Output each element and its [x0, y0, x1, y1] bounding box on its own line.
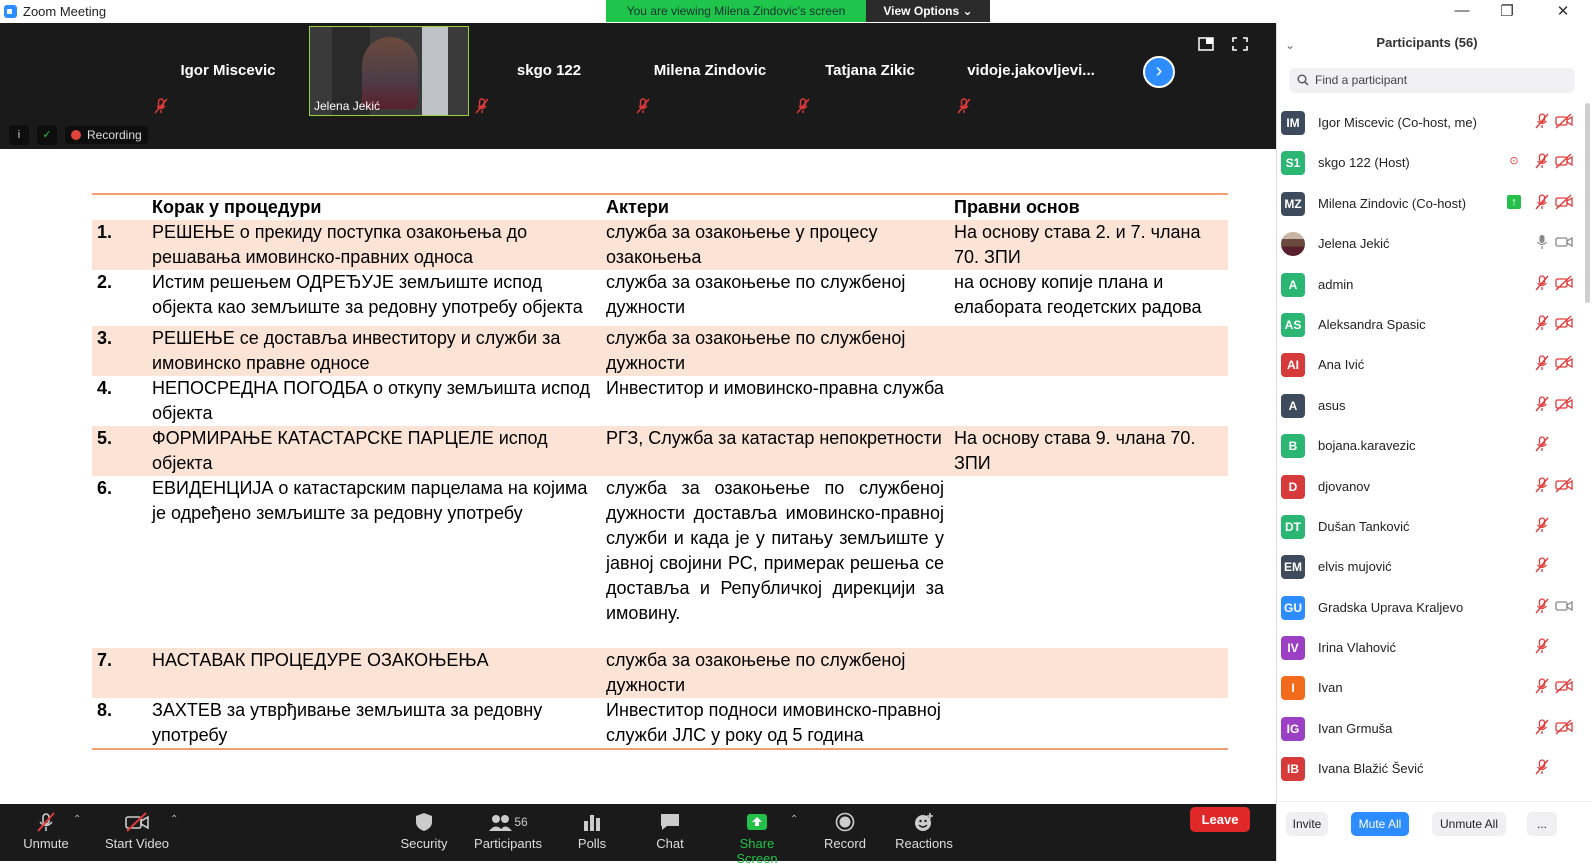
actors-cell: Инвеститор подноси имовинско-правној служби ЈЛС у року од 5 година	[606, 700, 941, 745]
row-number: 1.	[97, 222, 113, 242]
polls-label: Polls	[577, 836, 607, 851]
participant-row[interactable]	[1277, 628, 1577, 668]
participant-name: djovanov	[1318, 478, 1371, 494]
share-options-caret-icon[interactable]: ⌃	[790, 814, 799, 825]
meeting-toolbar	[0, 804, 1276, 866]
table-header: Корак у процедури	[152, 197, 322, 217]
actors-cell: служба за озакоњење по службеној дужности	[606, 650, 906, 695]
unmute-label: Unmute	[23, 836, 69, 851]
participant-list	[1277, 103, 1577, 790]
table-row	[92, 426, 1228, 476]
camera-off-icon[interactable]	[1555, 355, 1573, 374]
row-number: 6.	[97, 478, 113, 498]
mic-off-icon[interactable]	[1535, 678, 1549, 697]
record-icon	[835, 812, 855, 832]
view-options-label: View Options	[883, 4, 960, 18]
invite-button[interactable]: Invite	[1286, 812, 1328, 836]
participant-row[interactable]	[1277, 386, 1577, 426]
mic-off-icon[interactable]	[1535, 396, 1549, 415]
participant-name: Jelena Jekić	[314, 99, 381, 113]
participant-row[interactable]	[1277, 467, 1577, 507]
avatar: MZ	[1281, 192, 1305, 216]
panel-footer	[1277, 801, 1592, 861]
participant-name: Jelena Jekić	[1318, 236, 1390, 252]
table-header: Правни основ	[954, 197, 1080, 217]
actors-cell: служба за озакоњење по службеној дужности доставља имовинско-правној служби и када је у питању земљиште у јавној својини РС, примерак решења се доставља и Републичкој дирекцији за имовину.	[606, 478, 944, 623]
step-cell: ФОРМИРАЊЕ КАТАСТАРСКЕ ПАРЦЕЛЕ испод објекта	[152, 428, 548, 473]
participant-name: Tatjana Zikic	[825, 62, 915, 79]
camera-icon[interactable]	[1555, 234, 1573, 253]
participant-name: Aleksandra Spasic	[1318, 316, 1426, 332]
fullscreen-icon[interactable]	[1232, 37, 1248, 51]
participant-search-input[interactable]	[1289, 68, 1575, 93]
avatar: EM	[1281, 555, 1305, 579]
mic-off-icon	[796, 98, 810, 114]
avatar: A	[1281, 394, 1305, 418]
participant-name: Igor Miscevic (Co-host, me)	[1318, 115, 1477, 130]
table-row	[92, 698, 1228, 749]
table-row	[92, 376, 1228, 426]
participant-row[interactable]	[1277, 547, 1577, 587]
share-screen-label: Share Screen	[736, 836, 778, 866]
avatar: AS	[1281, 313, 1305, 337]
table-row	[92, 220, 1228, 270]
row-number: 8.	[97, 700, 113, 720]
mic-off-icon[interactable]	[1535, 113, 1549, 132]
actors-cell: РГЗ, Служба за катастар непокретности	[606, 428, 942, 448]
unmute-button[interactable]	[18, 804, 74, 861]
step-cell: РЕШЕЊЕ о прекиду поступка озакоњења до решавања имовинско-правних односа	[152, 222, 528, 267]
participant-name: skgo 122 (Host)	[1318, 155, 1410, 171]
camera-off-icon[interactable]	[1555, 275, 1573, 294]
window-title: Zoom Meeting	[23, 4, 107, 19]
camera-off-icon[interactable]	[1555, 719, 1573, 738]
table-spacer	[92, 626, 1228, 648]
recording-indicator[interactable]	[65, 126, 148, 144]
camera-off-icon[interactable]	[1555, 477, 1573, 496]
participant-row[interactable]	[1277, 184, 1577, 224]
actors-cell: служба за озакоњење у процесу озакоњења	[606, 222, 878, 267]
camera-off-icon[interactable]	[1555, 678, 1573, 697]
video-tile[interactable]	[469, 26, 629, 116]
more-options-button[interactable]: ...	[1527, 812, 1557, 836]
chat-icon	[659, 812, 681, 832]
participant-row[interactable]	[1277, 588, 1577, 628]
panel-scrollbar[interactable]	[1585, 103, 1590, 303]
camera-off-icon	[124, 812, 150, 832]
avatar: DT	[1281, 515, 1305, 539]
recording-label: Recording	[87, 128, 142, 142]
table-header-row	[92, 194, 1228, 220]
mic-off-icon[interactable]	[1535, 153, 1549, 172]
table-row	[92, 476, 1228, 626]
avatar: IG	[1281, 717, 1305, 741]
next-page-button[interactable]	[1143, 56, 1175, 88]
participant-name: bojana.karavezic	[1318, 438, 1416, 454]
mic-off-icon[interactable]	[1535, 477, 1549, 496]
reactions-button[interactable]	[894, 804, 954, 861]
row-number: 7.	[97, 650, 113, 670]
participant-name: Ivan	[1318, 680, 1343, 696]
participants-count: 56	[514, 815, 528, 829]
mic-off-icon[interactable]	[1535, 719, 1549, 738]
participant-row[interactable]	[1277, 709, 1577, 749]
people-icon	[488, 813, 514, 833]
record-dot-icon	[71, 130, 81, 140]
avatar: A	[1281, 273, 1305, 297]
avatar: S1	[1281, 151, 1305, 175]
shield-icon	[414, 812, 434, 832]
search-placeholder: Find a participant	[1315, 73, 1408, 87]
mic-off-icon	[636, 98, 650, 114]
close-icon[interactable]: ✕	[1556, 3, 1570, 20]
row-number: 2.	[97, 272, 113, 292]
actors-cell: служба за озакоњење по службеној дужности	[606, 328, 906, 373]
legal-cell: На основу става 2. и 7. члана 70. ЗПИ	[954, 222, 1201, 267]
table-header	[92, 194, 147, 220]
avatar: D	[1281, 475, 1305, 499]
video-tile[interactable]	[630, 26, 790, 116]
title-bar	[0, 0, 1592, 23]
table-row	[92, 270, 1228, 320]
participant-row[interactable]	[1277, 143, 1577, 183]
participant-row[interactable]	[1277, 345, 1577, 385]
participant-name: Ana Ivić	[1318, 357, 1365, 373]
step-cell: ЕВИДЕНЦИЈА о катастарским парцелама на којима је одређено земљиште за редовну употребу	[152, 478, 588, 523]
mic-off-icon[interactable]	[1535, 355, 1549, 374]
minimize-icon[interactable]: —	[1454, 2, 1470, 19]
shield-icon[interactable]: ✓	[37, 125, 57, 145]
mic-off-icon[interactable]	[1535, 194, 1549, 213]
layout-toggle-icon[interactable]	[1198, 37, 1214, 51]
camera-off-icon[interactable]	[1555, 396, 1573, 415]
chat-button[interactable]	[650, 804, 690, 861]
legal-cell	[949, 376, 1228, 426]
participant-name: asus	[1318, 397, 1346, 413]
avatar: B	[1281, 434, 1305, 458]
participant-row[interactable]	[1277, 265, 1577, 305]
mic-icon[interactable]	[1535, 234, 1549, 253]
share-screen-button[interactable]	[720, 804, 794, 866]
participant-name: elvis mujović	[1318, 559, 1392, 575]
mic-off-icon[interactable]	[1535, 315, 1549, 334]
participants-label: Participants	[474, 836, 542, 851]
participant-row[interactable]	[1277, 103, 1577, 143]
legal-cell: На основу става 9. члана 70. ЗПИ	[954, 428, 1196, 473]
mute-all-button[interactable]: Mute All	[1351, 812, 1409, 836]
legal-cell	[949, 698, 1228, 749]
start-video-button[interactable]	[104, 804, 170, 861]
security-button[interactable]	[398, 804, 450, 861]
unmute-all-button[interactable]: Unmute All	[1432, 812, 1506, 836]
meeting-status-row	[9, 125, 148, 145]
legal-cell: на основу копије плана и елабората геодетских радова	[954, 272, 1202, 317]
polls-button[interactable]	[572, 804, 612, 861]
avatar: IV	[1281, 636, 1305, 660]
video-tile[interactable]	[790, 26, 950, 116]
camera-off-icon[interactable]	[1555, 153, 1573, 172]
participant-row[interactable]	[1277, 224, 1577, 264]
participant-row[interactable]	[1277, 305, 1577, 345]
security-label: Security	[400, 836, 448, 851]
participant-name: Gradska Uprava Kraljevo	[1318, 599, 1464, 615]
actors-cell: служба за озакоњење по службеној дужности	[606, 272, 906, 317]
participant-name: admin	[1318, 276, 1354, 292]
chat-label: Chat	[656, 836, 684, 851]
chevron-down-icon[interactable]: ⌄	[1285, 38, 1296, 52]
procedure-table	[92, 193, 1228, 750]
participant-name: Milena Zindovic	[653, 62, 767, 79]
video-tile-active[interactable]	[309, 26, 469, 116]
camera-off-icon[interactable]	[1555, 194, 1573, 213]
row-number: 3.	[97, 328, 113, 348]
camera-icon[interactable]	[1555, 598, 1573, 617]
search-icon	[1297, 68, 1309, 93]
row-number: 5.	[97, 428, 113, 448]
avatar: IB	[1281, 757, 1305, 781]
participant-name: Milena Zindovic (Co-host)	[1318, 195, 1467, 211]
mic-off-icon	[154, 98, 168, 114]
participant-row[interactable]	[1277, 507, 1577, 547]
info-icon[interactable]: i	[9, 125, 29, 145]
video-tile[interactable]	[951, 26, 1111, 116]
mic-off-icon[interactable]	[1535, 275, 1549, 294]
participant-name: vidoje.jakovljevi...	[967, 62, 1095, 79]
step-cell: ЗАХТЕВ за утврђивање земљишта за редовну употребу	[152, 700, 543, 745]
mic-off-icon[interactable]	[1535, 638, 1549, 657]
start-video-label: Start Video	[104, 836, 170, 851]
participant-name: skgo 122	[516, 62, 582, 79]
video-strip	[0, 23, 1276, 149]
record-button[interactable]	[822, 804, 868, 861]
emoji-icon	[913, 812, 935, 832]
share-screen-icon	[746, 812, 768, 832]
participant-name: Ivana Blažić Šević	[1318, 761, 1424, 777]
avatar: I	[1281, 676, 1305, 700]
mic-off-icon	[35, 812, 57, 832]
participant-name: Igor Miscevic	[180, 62, 276, 79]
actors-cell: Инвеститор и имовинско-правна служба	[606, 378, 944, 398]
shared-screen-slide	[92, 193, 1228, 750]
table-header: Актери	[606, 197, 669, 217]
participant-row[interactable]	[1277, 426, 1577, 466]
reactions-label: Reactions	[895, 836, 953, 851]
mic-off-icon[interactable]	[1535, 436, 1549, 455]
step-cell: НАСТАВАК ПРОЦЕДУРЕ ОЗАКОЊЕЊА	[152, 650, 489, 670]
bar-chart-icon	[582, 812, 602, 832]
mic-off-icon[interactable]	[1535, 517, 1549, 536]
viewing-banner: You are viewing Milena Zindovic's screen	[606, 0, 866, 22]
participant-row[interactable]	[1277, 749, 1577, 789]
mic-off-icon	[957, 98, 971, 114]
chevron-right-icon: ›	[1155, 60, 1163, 82]
video-background	[422, 27, 448, 115]
mic-off-icon	[475, 98, 489, 114]
participants-panel	[1276, 23, 1592, 861]
step-cell: РЕШЕЊЕ се доставља инвеститору и служби за имовинско правне односе	[152, 328, 561, 373]
record-label: Record	[824, 836, 866, 851]
participants-button[interactable]	[472, 804, 544, 861]
video-tile[interactable]	[148, 26, 308, 116]
legal-cell	[949, 326, 1228, 376]
step-cell: Истим решењем ОДРЕЂУЈЕ земљиште испод објекта као земљиште за редовну употребу објекта	[152, 272, 583, 317]
participant-name: Dušan Tanković	[1318, 518, 1410, 534]
mic-off-icon[interactable]	[1535, 557, 1549, 576]
audio-options-caret-icon[interactable]: ⌃	[73, 814, 82, 825]
legal-cell	[949, 648, 1228, 698]
avatar: AI	[1281, 353, 1305, 377]
view-options-button[interactable]	[866, 0, 990, 22]
chevron-down-icon: ⌄	[962, 4, 973, 18]
table-row	[92, 326, 1228, 376]
avatar	[1281, 232, 1305, 256]
row-number: 4.	[97, 378, 113, 398]
legal-cell	[949, 476, 1228, 626]
table-row	[92, 648, 1228, 698]
camera-off-icon[interactable]	[1555, 315, 1573, 334]
leave-button[interactable]: Leave	[1190, 807, 1250, 832]
mic-off-icon[interactable]	[1535, 598, 1549, 617]
maximize-icon[interactable]: ❐	[1500, 3, 1514, 20]
participant-name: Ivan Grmuša	[1318, 720, 1393, 736]
participants-icon	[472, 812, 544, 832]
participant-row[interactable]	[1277, 668, 1577, 708]
record-dot-icon: ⊙	[1509, 155, 1519, 168]
avatar: IM	[1281, 111, 1305, 135]
participant-name: Irina Vlahović	[1318, 640, 1397, 656]
zoom-logo-icon	[4, 5, 17, 18]
mic-off-icon[interactable]	[1535, 759, 1549, 778]
share-screen-icon: ↑	[1507, 195, 1521, 209]
camera-off-icon[interactable]	[1555, 113, 1573, 132]
step-cell: НЕПОСРЕДНА ПОГОДБА о откупу земљишта испод објекта	[152, 378, 590, 423]
avatar: GU	[1281, 596, 1305, 620]
video-options-caret-icon[interactable]: ⌃	[170, 814, 179, 825]
panel-title: Participants (56)	[1376, 35, 1478, 50]
